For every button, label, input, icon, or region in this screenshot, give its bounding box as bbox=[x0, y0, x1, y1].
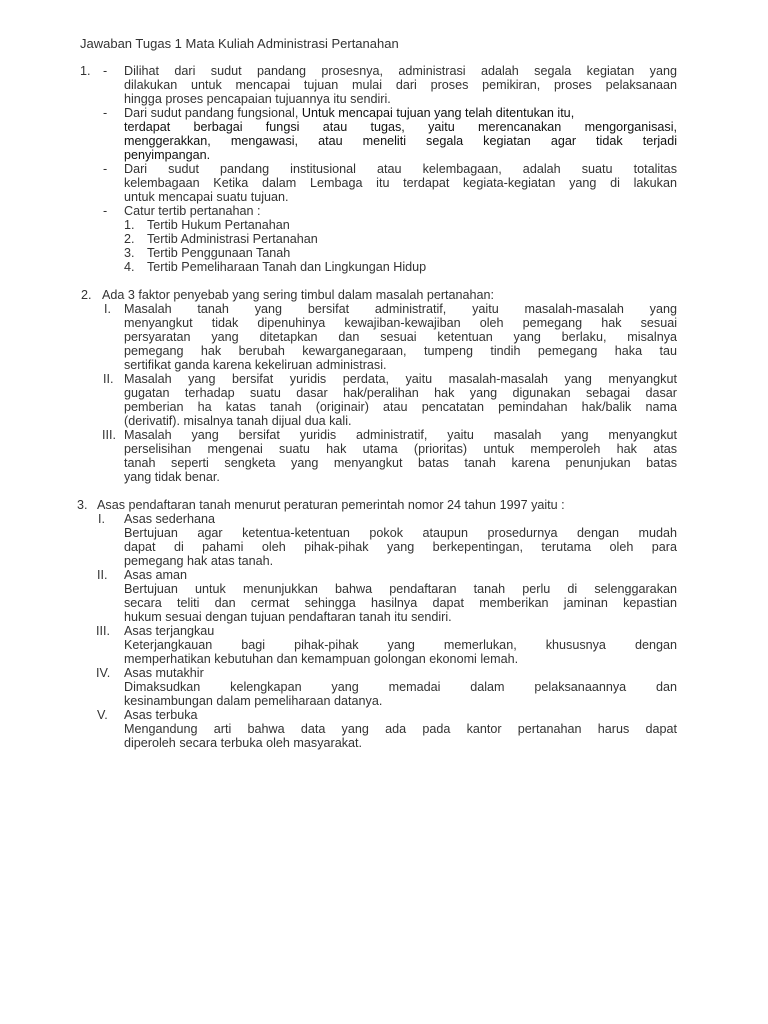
sub-text: Tertib Hukum Pertanahan bbox=[147, 218, 290, 232]
answer-3 bbox=[0, 498, 768, 750]
text-line: diperoleh secara terbuka oleh masyarakat. bbox=[124, 736, 363, 750]
sub-list-item bbox=[0, 260, 768, 274]
list-item bbox=[0, 204, 768, 218]
bullet-marker: - bbox=[103, 64, 108, 78]
list-number: 1. bbox=[80, 64, 91, 78]
list-item bbox=[0, 498, 768, 512]
text-line: kelembagaan Ketika dalam Lembaga itu terdapat kegiata-kegiatan yang di lakukan bbox=[124, 176, 677, 190]
list-item bbox=[0, 372, 768, 386]
text-line: Mengandung arti bahwa data yang ada pada kantor pertanahan harus dapat bbox=[124, 722, 677, 736]
text-line: Dilihat dari sudut pandang prosesnya, administrasi adalah segala kegiatan yang bbox=[124, 64, 677, 78]
list-item bbox=[0, 568, 768, 582]
asas-heading: Asas terbuka bbox=[124, 708, 198, 722]
sub-number: 3. bbox=[124, 246, 135, 260]
text-line: Masalah yang bersifat yuridis perdata, yaitu masalah-masalah yang menyangkut bbox=[124, 372, 677, 386]
sub-number: 4. bbox=[124, 260, 135, 274]
text-line: menggerakkan, mengawasi, atau meneliti segala kegiatan agar tidak terjadi bbox=[124, 134, 677, 148]
text-line: pemegang hak berubah kewarganegaraan, tumpeng tindih pemegang haka tau bbox=[124, 344, 677, 358]
asas-heading: Asas mutakhir bbox=[124, 666, 204, 680]
roman-numeral: I. bbox=[104, 302, 111, 316]
bullet-marker: - bbox=[103, 162, 108, 176]
sub-list-item bbox=[0, 218, 768, 232]
text-line: Asas pendaftaran tanah menurut peraturan pemerintah nomor 24 tahun 1997 yaitu : bbox=[97, 498, 565, 512]
text-line: dapat di pahami oleh pihak-pihak yang berkepentingan, terutama oleh para bbox=[124, 540, 677, 554]
text-line: hingga proses pencapaian tujuannya itu sendiri. bbox=[124, 92, 391, 106]
text-line: untuk mencapai suatu tujuan. bbox=[124, 190, 289, 204]
list-item bbox=[0, 666, 768, 680]
text-line: tanah seperti sengketa yang menyangkut batas tanah karena penunjukan batas bbox=[124, 456, 677, 470]
text-line: memperhatikan kebutuhan dan kemampuan golongan ekonomi lemah. bbox=[124, 652, 519, 666]
text-line: gugatan terhadap suatu dasar hak/peralihan hak yang digunakan sebagai dasar bbox=[124, 386, 677, 400]
sub-number: 2. bbox=[124, 232, 135, 246]
text-line: Dari sudut pandang institusional atau kelembagaan, adalah suatu totalitas bbox=[124, 162, 677, 176]
asas-heading: Asas sederhana bbox=[124, 512, 216, 526]
text-plain: Dari sudut pandang fungsional, bbox=[124, 106, 302, 120]
list-item bbox=[0, 302, 768, 316]
text-line: perselisihan mengenai suatu hak utama (prioritas) untuk memperoleh hak atas bbox=[124, 442, 677, 456]
sub-text: Tertib Penggunaan Tanah bbox=[147, 246, 291, 260]
text-line: Bertujuan agar ketentua-ketentuan pokok ataupun prosedurnya dengan mudah bbox=[124, 526, 677, 540]
list-item bbox=[0, 428, 768, 442]
list-item bbox=[0, 64, 768, 78]
text-line: Masalah tanah yang bersifat administratif, yaitu masalah-masalah yang bbox=[124, 302, 677, 316]
text-line: menyangkut tidak dipenuhinya kewajiban-kewajiban oleh pemegang hak sesuai bbox=[124, 316, 677, 330]
roman-numeral: II. bbox=[103, 372, 114, 386]
text-line bbox=[124, 106, 574, 120]
sub-number: 1. bbox=[124, 218, 135, 232]
text-line: (derivatif). misalnya tanah dijual dua kali. bbox=[124, 414, 352, 428]
answer-2 bbox=[0, 288, 768, 484]
sub-text: Tertib Administrasi Pertanahan bbox=[147, 232, 318, 246]
list-number: 3. bbox=[77, 498, 88, 512]
text-line: yang tidak benar. bbox=[124, 470, 220, 484]
roman-numeral: I. bbox=[98, 512, 105, 526]
text-line: Keterjangkauan bagi pihak-pihak yang memerlukan, khususnya dengan bbox=[124, 638, 677, 652]
text-line: Bertujuan untuk menunjukkan bahwa pendaftaran tanah perlu di selenggarakan bbox=[124, 582, 677, 596]
text-line: dilakukan untuk mencapai tujuan mulai dari proses pemikiran, proses pelaksanaan bbox=[124, 78, 677, 92]
list-item bbox=[0, 288, 768, 302]
text-line: kesinambungan dalam pemeliharaan datanya. bbox=[124, 694, 383, 708]
roman-numeral: III. bbox=[96, 624, 110, 638]
roman-numeral: II. bbox=[97, 568, 108, 582]
roman-numeral: V. bbox=[97, 708, 108, 722]
sub-list-item bbox=[0, 232, 768, 246]
text-emphasis: Untuk mencapai tujuan yang telah ditentukan itu, bbox=[301, 106, 575, 120]
list-item bbox=[0, 512, 768, 526]
roman-numeral: III. bbox=[102, 428, 116, 442]
text-line: sertifikat ganda karena kekeliruan administrasi. bbox=[124, 358, 387, 372]
text-line: Dimaksudkan kelengkapan yang memadai dalam pelaksanaannya dan bbox=[124, 680, 677, 694]
roman-numeral: IV. bbox=[96, 666, 111, 680]
text-line: persyaratan yang ditetapkan dan sesuai ketentuan yang berlaku, misalnya bbox=[124, 330, 677, 344]
sub-text: Tertib Pemeliharaan Tanah dan Lingkungan Hidup bbox=[147, 260, 427, 274]
list-item bbox=[0, 162, 768, 176]
text-line: Ada 3 faktor penyebab yang sering timbul dalam masalah pertanahan: bbox=[102, 288, 495, 302]
text-line: hukum sesuai dengan tujuan pendaftaran tanah itu sendiri. bbox=[124, 610, 452, 624]
document-title: Jawaban Tugas 1 Mata Kuliah Administrasi Pertanahan bbox=[80, 36, 399, 51]
text-line: penyimpangan. bbox=[124, 148, 211, 162]
list-number: 2. bbox=[81, 288, 92, 302]
sub-list-item bbox=[0, 246, 768, 260]
list-item bbox=[0, 624, 768, 638]
asas-heading: Asas terjangkau bbox=[124, 624, 215, 638]
bullet-marker: - bbox=[103, 106, 108, 120]
text-line: Catur tertib pertanahan : bbox=[124, 204, 261, 218]
list-item bbox=[0, 106, 768, 120]
text-line: secara teliti dan cermat sehingga hasilnya dapat memberikan jaminan kepastian bbox=[124, 596, 677, 610]
text-line: Masalah yang bersifat yuridis administratif, yaitu masalah yang menyangkut bbox=[124, 428, 677, 442]
list-item bbox=[0, 708, 768, 722]
text-line: terdapat berbagai fungsi atau tugas, yaitu merencanakan mengorganisasi, bbox=[124, 120, 677, 134]
answer-1 bbox=[0, 64, 768, 274]
bullet-marker: - bbox=[103, 204, 108, 218]
asas-heading: Asas aman bbox=[124, 568, 187, 582]
text-line: pemegang hak atas tanah. bbox=[124, 554, 274, 568]
text-line: pemberian ha katas tanah (originair) atau pencatatan pemindahan hak/balik nama bbox=[124, 400, 677, 414]
